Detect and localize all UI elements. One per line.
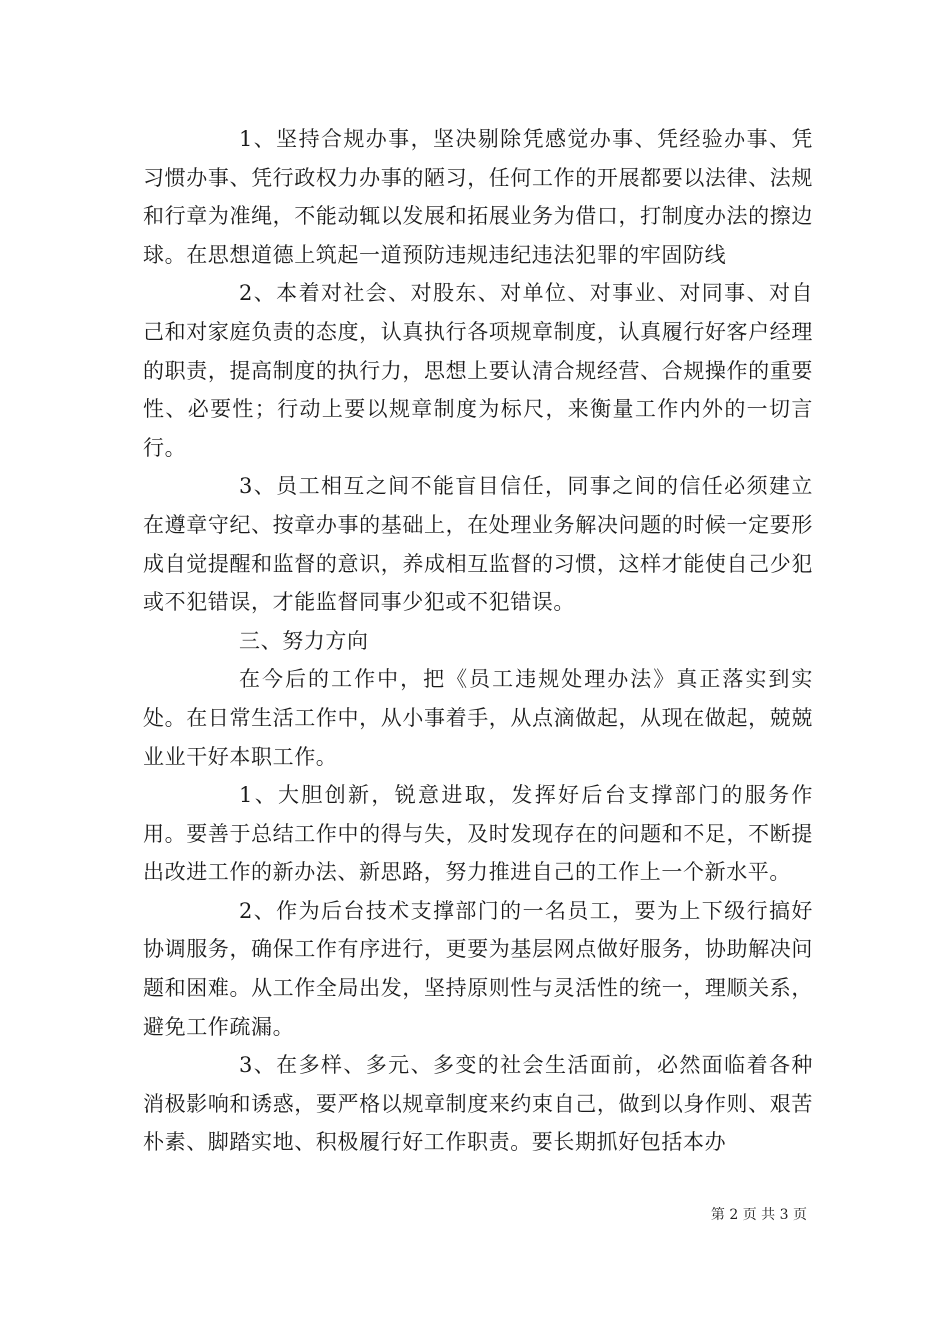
paragraph-coordination: 2、作为后台技术支撑部门的一名员工，要为上下级行搞好协调服务，确保工作有序进行，更要为基层网点做好服务，协助解决问题和困难。从工作全局出发，坚持原则性与灵活性的统一，理顺关系，避免工作疏漏。 xyxy=(143,898,813,1039)
paragraph-responsibility: 2、本着对社会、对股东、对单位、对事业、对同事、对自己和对家庭负责的态度，认真执行各项规章制度，认真履行好客户经理的职责，提高制度的执行力，思想上要认清合规经营、合规操作的重要性、必要性；行动上要以规章制度为标尺，来衡量工作内外的一切言行。 xyxy=(143,281,813,460)
paragraph-compliance: 1、坚持合规办事，坚决剔除凭感觉办事、凭经验办事、凭习惯办事、凭行政权力办事的陋习，任何工作的开展都要以法律、法规和行章为准绳，不能动辄以发展和拓展业务为借口，打制度办法的擦边球。在思想道德上筑起一道预防违规违纪违法犯罪的牢固防线 xyxy=(143,127,813,267)
paragraph-self-discipline: 3、在多样、多元、多变的社会生活面前，必然面临着各种消极影响和诱惑，要严格以规章制度来约束自己，做到以身作则、艰苦朴素、脚踏实地、积极履行好工作职责。要长期抓好包括本办 xyxy=(143,1053,813,1155)
paragraph-innovation: 1、大胆创新，锐意进取，发挥好后台支撑部门的服务作用。要善于总结工作中的得与失，及时发现存在的问题和不足，不断提出改进工作的新办法、新思路，努力推进自己的工作上一个新水平。 xyxy=(143,783,813,885)
paragraph-mutual-supervision: 3、员工相互之间不能盲目信任，同事之间的信任必须建立在遵章守纪、按章办事的基础上，在处理业务解决问题的时候一定要形成自觉提醒和监督的意识，养成相互监督的习惯，这样才能使自己少犯或不犯错误，才能监督同事少犯或不犯错误。 xyxy=(143,474,813,615)
page-number: 第 2 页 共 3 页 xyxy=(710,1207,807,1223)
paragraph-future-work: 在今后的工作中，把《员工违规处理办法》真正落实到实处。在日常生活工作中，从小事着手，从点滴做起，从现在做起，兢兢业业干好本职工作。 xyxy=(143,667,813,769)
document-body xyxy=(143,120,813,1162)
section-heading: 三、努力方向 xyxy=(239,628,369,653)
